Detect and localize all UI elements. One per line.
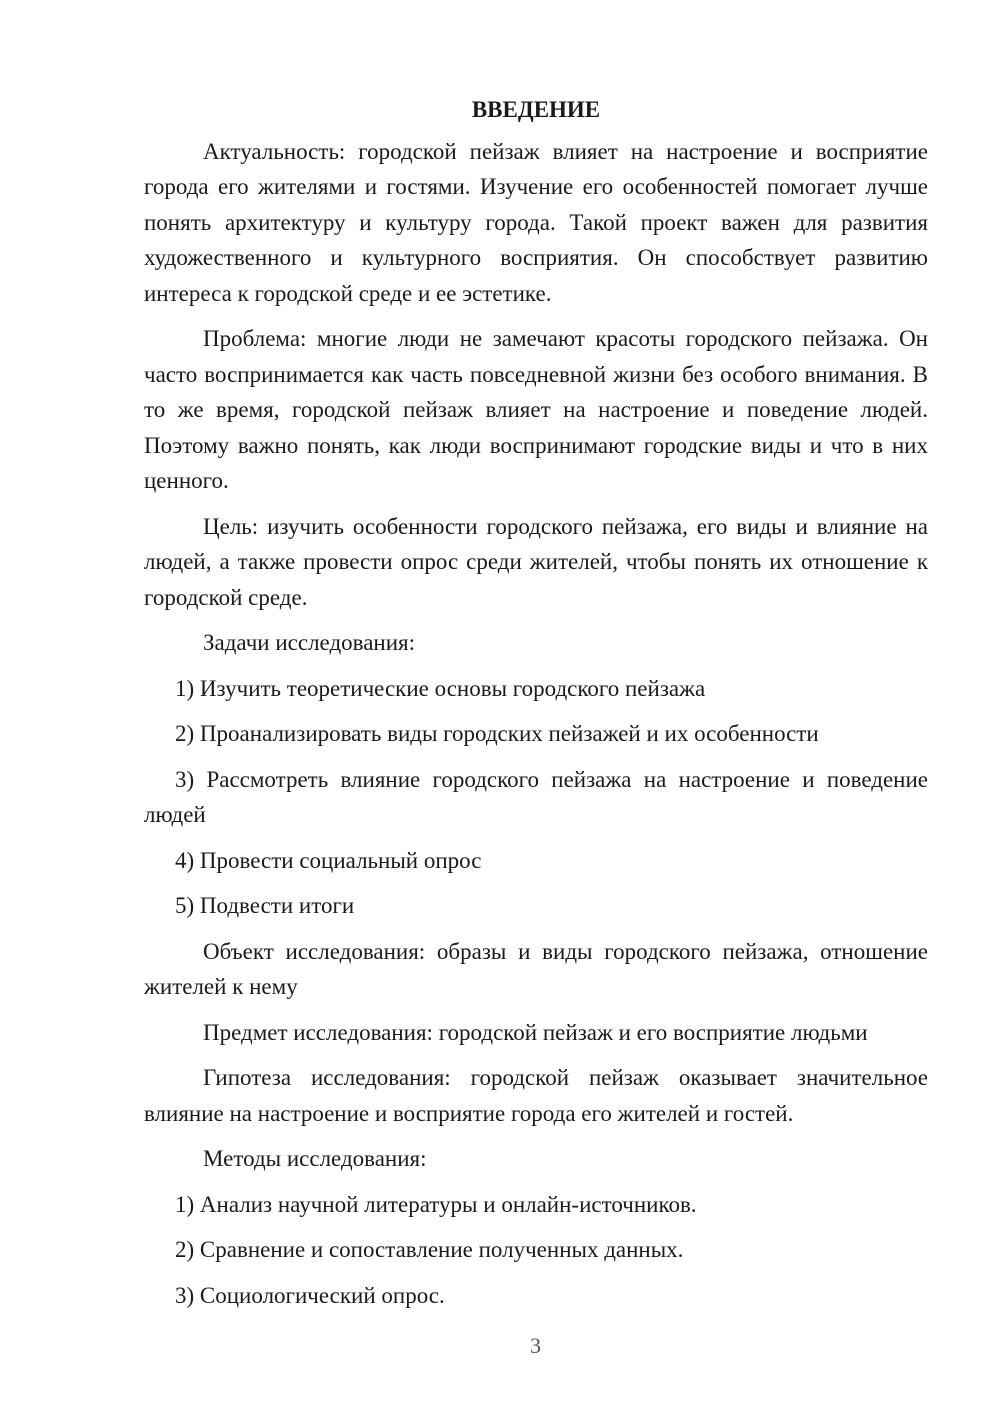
document-page xyxy=(144,92,928,1323)
methods-heading: Методы исследования: xyxy=(203,1146,427,1171)
task-item: 3) Рассмотреть влияние городского пейзажа на настроение и поведение людей xyxy=(144,766,928,827)
goal-paragraph: Цель: изучить особенности городского пейзажа, его виды и влияние на людей, а также провести опрос среди жителей, чтобы понять их отношение к городской среде. xyxy=(144,513,928,610)
task-item: 5) Подвести итоги xyxy=(175,893,355,918)
method-item: 3) Социологический опрос. xyxy=(175,1282,445,1308)
task-item: 1) Изучить теоретические основы городского пейзажа xyxy=(175,675,706,701)
document-title: ВВЕДЕНИЕ xyxy=(471,97,601,122)
object-paragraph: Объект исследования: образы и виды городского пейзажа, отношение жителей к нему xyxy=(144,938,928,999)
tasks-heading: Задачи исследования: xyxy=(203,630,416,655)
relevance-paragraph: Актуальность: городской пейзаж влияет на настроение и восприятие города его жителями и гостями. Изучение его особенностей помогает лучше понять архитектуру и культуру города. Такой проект важен для развития художественного и культурного восприятия. Он способствует развитию интереса к городской среде и ее эстетике. xyxy=(144,138,928,306)
page-number: 3 xyxy=(530,1333,541,1358)
problem-paragraph: Проблема: многие люди не замечают красоты городского пейзажа. Он часто воспринимается как часть повседневной жизни без особого внимания. В то же время, городской пейзаж влияет на настроение и поведение людей. Поэтому важно понять, как люди воспринимают городские виды и что в них ценного. xyxy=(144,326,928,493)
subject-paragraph: Предмет исследования: городской пейзаж и его восприятие людьми xyxy=(203,1019,868,1045)
hypothesis-paragraph: Гипотеза исследования: городской пейзаж оказывает значительное влияние на настроение и восприятие города его жителей и гостей. xyxy=(144,1065,928,1126)
method-item: 2) Сравнение и сопоставление полученных данных. xyxy=(175,1237,684,1262)
method-item: 1) Анализ научной литературы и онлайн-источников. xyxy=(175,1191,697,1217)
task-item: 4) Провести социальный опрос xyxy=(175,847,482,873)
task-item: 2) Проанализировать виды городских пейзажей и их особенности xyxy=(175,721,819,746)
